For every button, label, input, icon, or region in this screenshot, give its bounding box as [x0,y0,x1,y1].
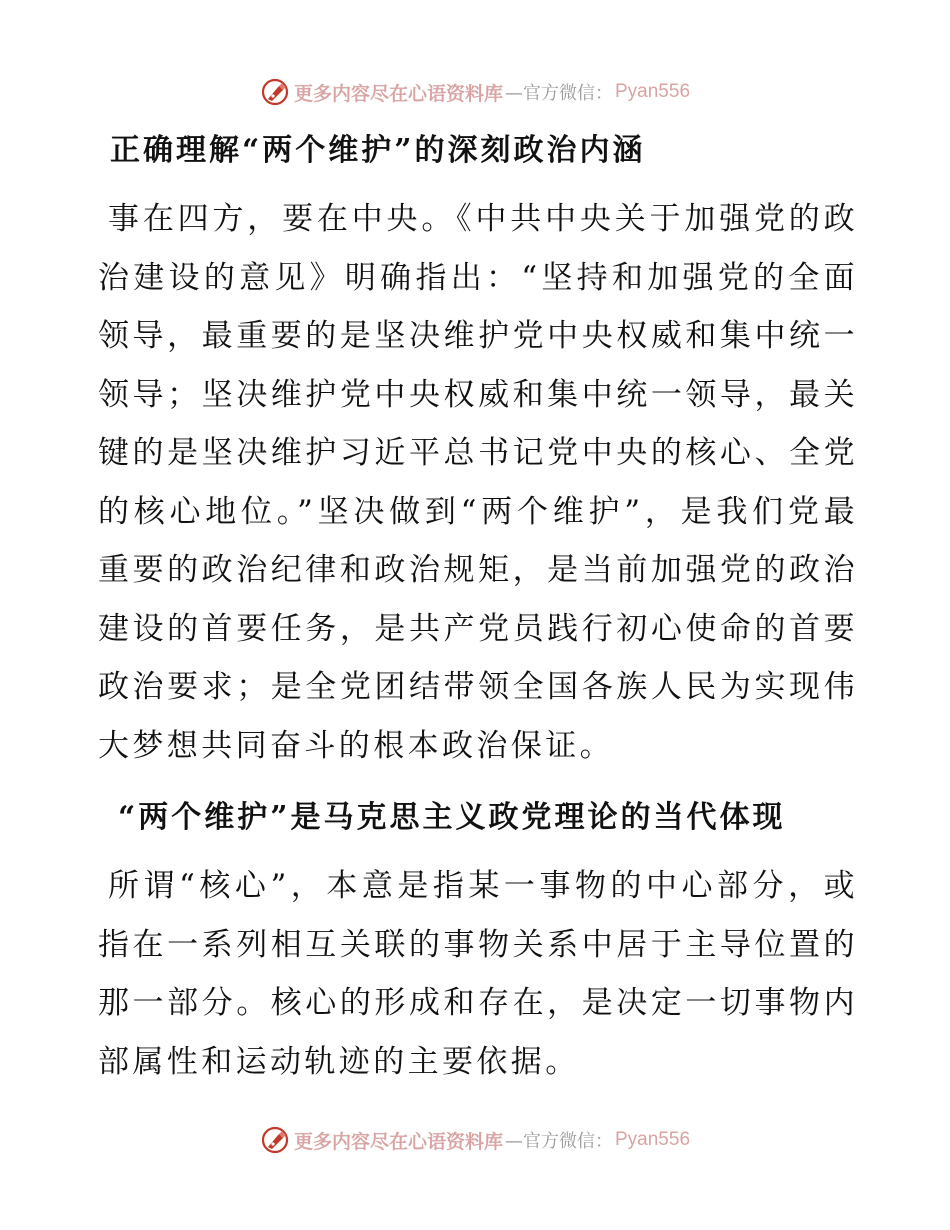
pen-nib-circle-icon [260,1125,290,1155]
banner-site-name: 更多内容尽在心语资料库 [293,1130,503,1153]
section-heading-1: 正确理解“两个维护”的深刻政治内涵 [110,133,646,168]
header-banner [0,72,950,112]
banner-wechat-id: Pyan556 [615,81,691,102]
footer-banner [0,1120,950,1160]
paragraph-2: 所谓“核心”，本意是指某一事物的中心部分，或指在一系列相互关联的事物关系中居于主导位置的那一部分。核心的形成和存在，是决定一切事物内部属性和运动轨迹的主要依据。 [98,868,858,1080]
pen-nib-circle-icon [260,77,290,107]
document-body [98,122,858,1105]
banner-wechat-id: Pyan556 [615,1129,691,1150]
paragraph-1: 事在四方，要在中央。《中共中央关于加强党的政治建设的意见》明确指出：“坚持和加强党的全面领导，最重要的是坚决维护党中央权威和集中统一领导；坚决维护党中央权威和集中统一领导，最关键的是坚决维护习近平总书记党中央的核心、全党的核心地位。”坚决做到“两个维护”，是我们党最重要的政治纪律和政治规矩，是当前加强党的政治建设的首要任务，是共产党员践行初心使命的首要政治要求；是全党团结带领全国各族人民为实现伟大梦想共同奋斗的根本政治保证。 [98,201,858,764]
banner-site-name: 更多内容尽在心语资料库 [293,82,503,105]
section-heading-2: “两个维护”是马克思主义政党理论的当代体现 [118,800,786,835]
banner-official-label: —官方微信： [505,1131,613,1152]
banner-official-label: —官方微信： [505,83,613,104]
